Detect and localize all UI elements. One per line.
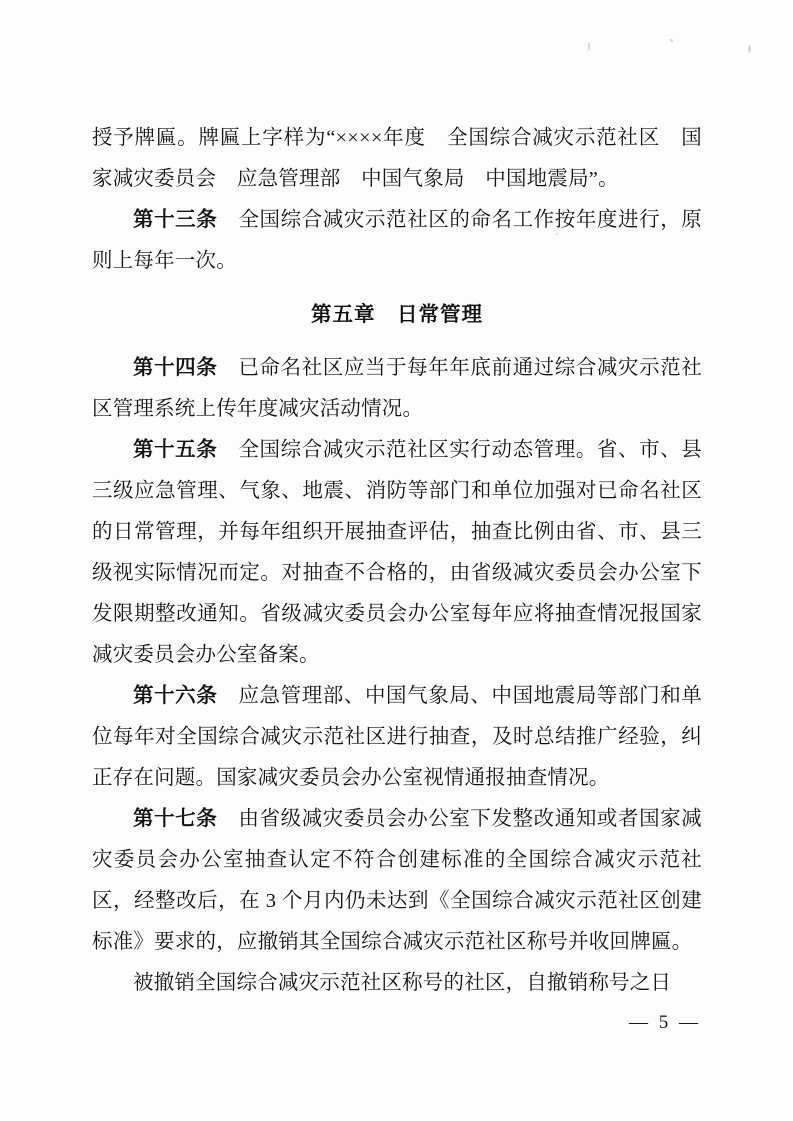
paper-speck [748,45,751,53]
paragraph-text: 授予牌匾。牌匾上字样为“××××年度 全国综合减灾示范社区 国家减灾委员会 应急管理部 中国气象局 中国地震局”。 [92,127,702,190]
article-14 [92,348,702,430]
article-label: 第十六条 [133,685,218,707]
chapter-heading: 第五章 日常管理 [311,304,483,326]
paper-speck [588,42,590,51]
page-number: — 5 — [629,1012,701,1033]
paragraph-revoked [92,963,702,1004]
document-body [92,118,702,1004]
paragraph-plaque [92,118,702,200]
article-15 [92,430,702,676]
article-label: 第十四条 [133,357,218,379]
paragraph-text: 由省级减灾委员会办公室下发整改通知或者国家减灾委员会办公室抽查认定不符合创建标准的全国综合减灾示范社区，经整改后，在 3 个月内仍未达到《全国综合减灾示范社区创建标准》要求的，应撤销其全国综合减灾示范社区称号并收回牌匾。 [92,808,702,953]
paragraph-text: 全国综合减灾示范社区实行动态管理。省、市、县三级应急管理、气象、地震、消防等部门和单位加强对已命名社区的日常管理，并每年组织开展抽查评估，抽查比例由省、市、县三级视实际情况而定。对抽查不合格的，由省级减灾委员会办公室下发限期整改通知。省级减灾委员会办公室每年应将抽查情况报国家减灾委员会办公室备案。 [92,439,702,666]
article-17 [92,799,702,963]
paragraph-text: 全国综合减灾示范社区的命名工作按年度进行，原则上每年一次。 [92,209,702,272]
paragraph-text: 应急管理部、中国气象局、中国地震局等部门和单位每年对全国综合减灾示范社区进行抽查，及时总结推广经验，纠正存在问题。国家减灾委员会办公室视情通报抽查情况。 [92,685,702,789]
paragraph-text: 已命名社区应当于每年年底前通过综合减灾示范社区管理系统上传年度减灾活动情况。 [92,357,702,420]
article-13 [92,200,702,282]
paper-speck [670,39,673,42]
article-16 [92,676,702,799]
paragraph-text: 被撤销全国综合减灾示范社区称号的社区，自撤销称号之日 [133,972,672,994]
article-label: 第十五条 [133,439,218,461]
article-label: 第十三条 [133,209,218,231]
article-label: 第十七条 [133,808,218,830]
